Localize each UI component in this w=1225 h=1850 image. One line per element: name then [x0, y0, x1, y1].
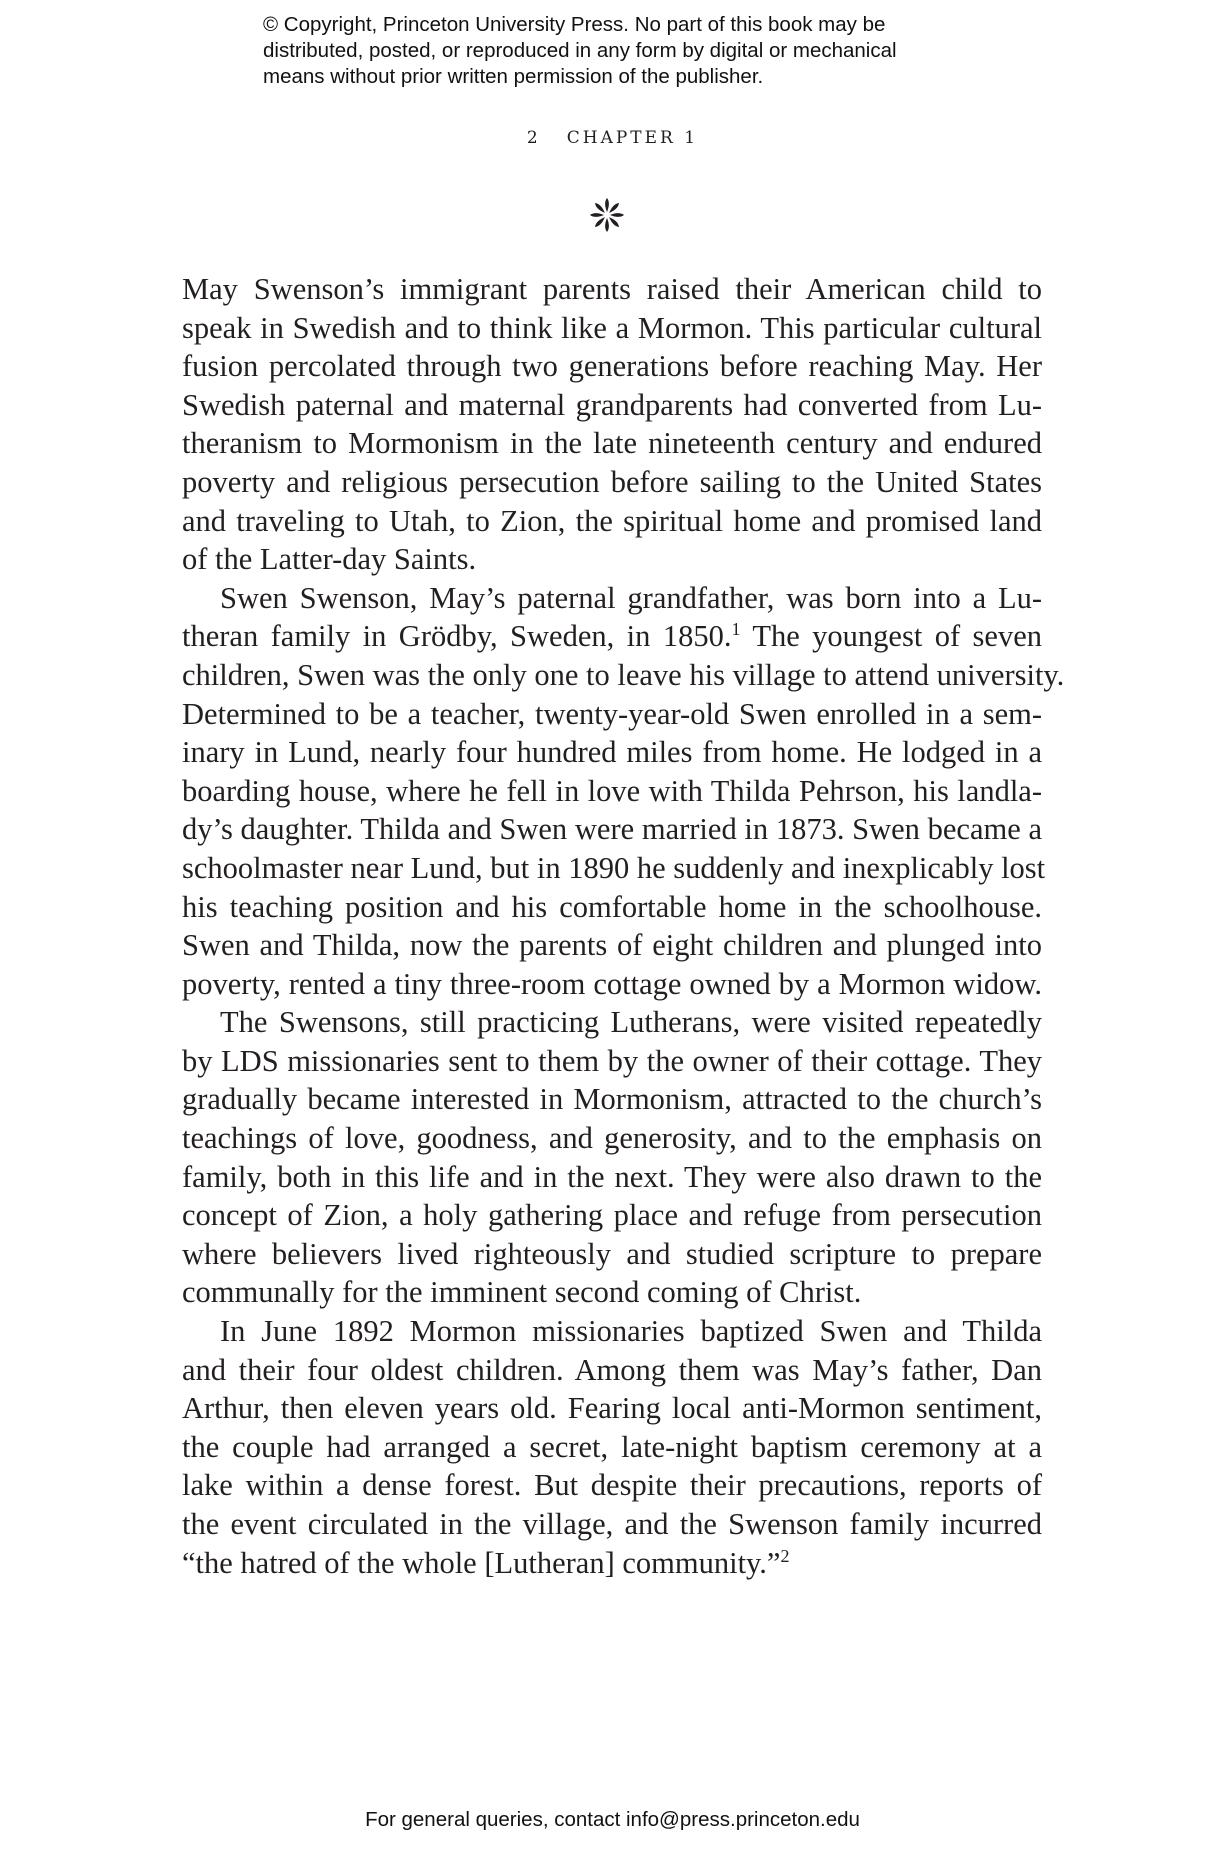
footnote-marker[interactable]: 2	[780, 1545, 790, 1566]
chapter-title: CHAPTER 1	[566, 128, 699, 148]
text-line: by LDS missionaries sent to them by the owner of their cottage. They	[182, 1043, 1042, 1078]
text-line: and traveling to Utah, to Zion, the spiritual home and promised land	[182, 503, 1042, 538]
text-line: gradually became interested in Mormonism, attracted to the church’s	[182, 1082, 1042, 1117]
copyright-line: © Copyright, Princeton University Press. No part of this book may be	[263, 13, 886, 36]
text-line: fusion percolated through two generations before reaching May. Her	[182, 349, 1042, 384]
text-line: Swedish paternal and maternal grandparents had converted from Lu-	[182, 387, 1042, 422]
copyright-notice	[263, 12, 963, 90]
footnote-marker[interactable]: 1	[731, 619, 741, 640]
text-line: schoolmaster near Lund, but in 1890 he suddenly and inexplicably lost	[182, 850, 1046, 885]
text-line: and their four oldest children. Among them was May’s father, Dan	[182, 1352, 1042, 1387]
text-line	[182, 617, 1042, 656]
text-line	[182, 1544, 1042, 1583]
text-line: of the Latter-day Saints.	[182, 542, 477, 577]
text-line: Arthur, then eleven years old. Fearing local anti-Mormon sentiment,	[182, 1391, 1042, 1426]
text-line: The Swensons, still practicing Lutherans, were visited repeatedly	[220, 1005, 1042, 1040]
paragraph	[182, 270, 1042, 579]
text-line: the event circulated in the village, and the Swenson family incurred	[182, 1507, 1042, 1541]
text-segment: The youngest of seven	[740, 619, 1042, 654]
paragraph	[182, 1003, 1042, 1312]
body-text	[182, 270, 1065, 1582]
footer-contact: For general queries, contact info@press.princeton.edu	[365, 1808, 860, 1831]
text-segment: “the hatred of the whole [Lutheran] community.”	[182, 1545, 781, 1580]
text-segment: theran family in Grödby, Sweden, in 1850.	[182, 619, 732, 654]
page-number: 2	[526, 128, 541, 148]
text-line: his teaching position and his comfortable home in the schoolhouse.	[182, 889, 1042, 924]
copyright-line: means without prior written permission of the publisher.	[263, 65, 764, 88]
text-line: Determined to be a teacher, twenty-year-old Swen enrolled in a sem-	[182, 696, 1042, 731]
text-line: children, Swen was the only one to leave his village to attend university.	[182, 657, 1065, 692]
asterism-flourish-icon	[588, 196, 626, 234]
text-line: dy’s daughter. Thilda and Swen were married in 1873. Swen became a	[182, 812, 1042, 847]
text-line: speak in Swedish and to think like a Mormon. This particular cultural	[182, 310, 1042, 345]
running-head	[0, 128, 1225, 148]
text-line: communally for the imminent second coming of Christ.	[182, 1275, 862, 1310]
text-line: lake within a dense forest. But despite their precautions, reports of	[182, 1468, 1042, 1503]
text-line: In June 1892 Mormon missionaries baptized Swen and Thilda	[220, 1314, 1042, 1349]
copyright-line: distributed, posted, or reproduced in any form by digital or mechanical	[263, 39, 897, 62]
text-line: teachings of love, goodness, and generosity, and to the emphasis on	[182, 1121, 1042, 1156]
text-line: where believers lived righteously and studied scripture to prepare	[182, 1236, 1042, 1271]
text-line: May Swenson’s immigrant parents raised their American child to	[182, 272, 1042, 306]
text-line: Swen Swenson, May’s paternal grandfather, was born into a Lu-	[220, 580, 1042, 615]
text-line: the couple had arranged a secret, late-night baptism ceremony at a	[182, 1429, 1042, 1464]
paragraph	[182, 579, 1065, 1004]
text-line: theranism to Mormonism in the late nineteenth century and endured	[182, 426, 1042, 461]
text-line: family, both in this life and in the next. They were also drawn to the	[182, 1159, 1042, 1194]
text-line: inary in Lund, nearly four hundred miles from home. He lodged in a	[182, 735, 1042, 770]
text-line: boarding house, where he fell in love with Thilda Pehrson, his landla-	[182, 773, 1042, 808]
text-line: poverty, rented a tiny three-room cottage owned by a Mormon widow.	[182, 966, 1042, 1001]
text-line: Swen and Thilda, now the parents of eight children and plunged into	[182, 928, 1042, 963]
text-line: poverty and religious persecution before sailing to the United States	[182, 464, 1042, 499]
paragraph	[182, 1312, 1042, 1582]
text-line: concept of Zion, a holy gathering place and refuge from persecution	[182, 1198, 1042, 1233]
